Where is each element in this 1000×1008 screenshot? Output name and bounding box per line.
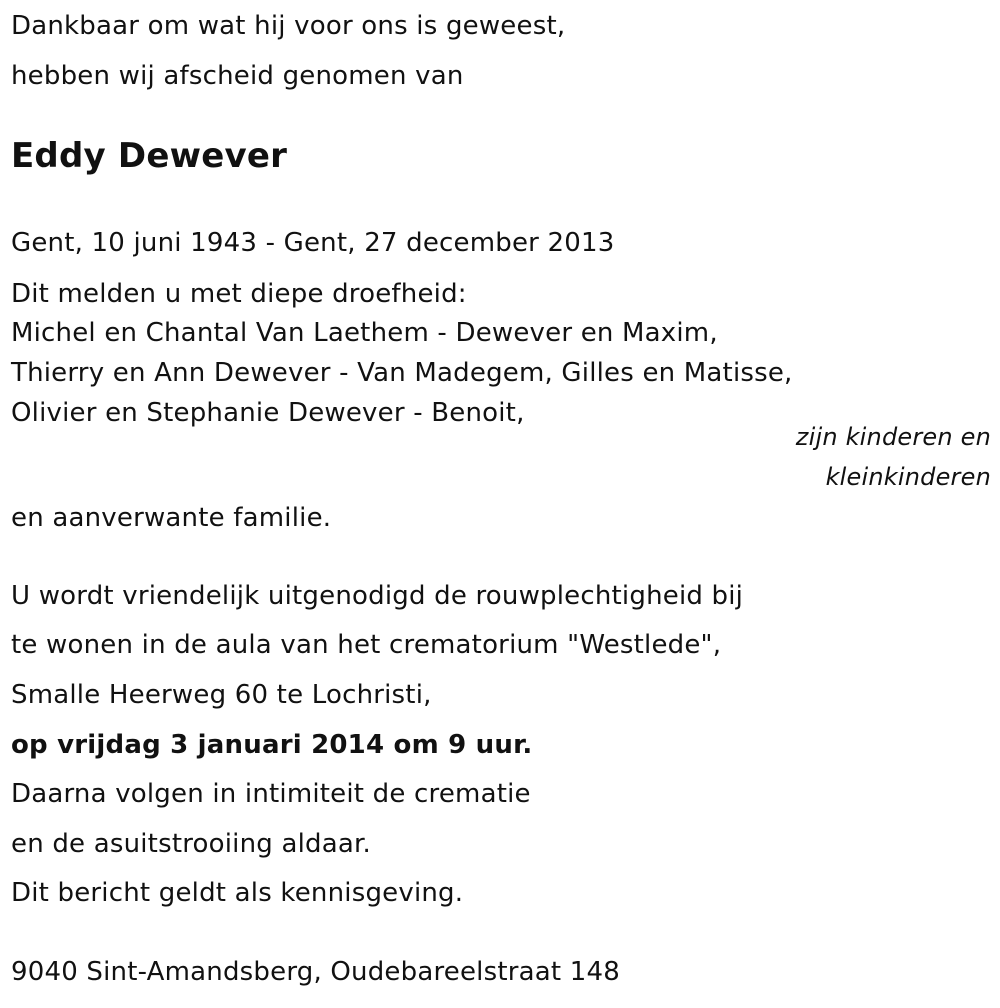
ceremony-line-2: te wonen in de aula van het crematorium "Westlede", — [11, 630, 722, 660]
life-dates: Gent, 10 juni 1943 - Gent, 27 december 2013 — [11, 228, 615, 258]
family-line-2: Thierry en Ann Dewever - Van Madegem, Gilles en Matisse, — [11, 358, 793, 388]
family-line-3: Olivier en Stephanie Dewever - Benoit, — [11, 398, 525, 428]
ceremony-after-3: Dit bericht geldt als kennisgeving. — [11, 878, 464, 908]
ceremony-after-2: en de asuitstrooiing aldaar. — [11, 829, 371, 859]
ceremony-line-1: U wordt vriendelijk uitgenodigd de rouwplechtigheid bij — [11, 581, 744, 611]
announcement-lead: Dit melden u met diepe droefheid: — [11, 279, 467, 309]
relation-line-1: zijn kinderen en — [795, 423, 991, 451]
extended-family: en aanverwante familie. — [11, 503, 332, 533]
address: 9040 Sint-Amandsberg, Oudebareelstraat 148 — [11, 957, 620, 987]
ceremony-line-3: Smalle Heerweg 60 te Lochristi, — [11, 680, 432, 710]
relation-line-2: kleinkinderen — [825, 463, 991, 491]
deceased-name: Eddy Dewever — [11, 136, 288, 176]
ceremony-datetime: op vrijdag 3 januari 2014 om 9 uur. — [11, 730, 533, 760]
ceremony-after-1: Daarna volgen in intimiteit de crematie — [11, 779, 531, 809]
family-line-1: Michel en Chantal Van Laethem - Dewever en Maxim, — [11, 318, 718, 348]
intro-line-2: hebben wij afscheid genomen van — [11, 61, 464, 91]
intro-line-1: Dankbaar om wat hij voor ons is geweest, — [11, 11, 566, 41]
